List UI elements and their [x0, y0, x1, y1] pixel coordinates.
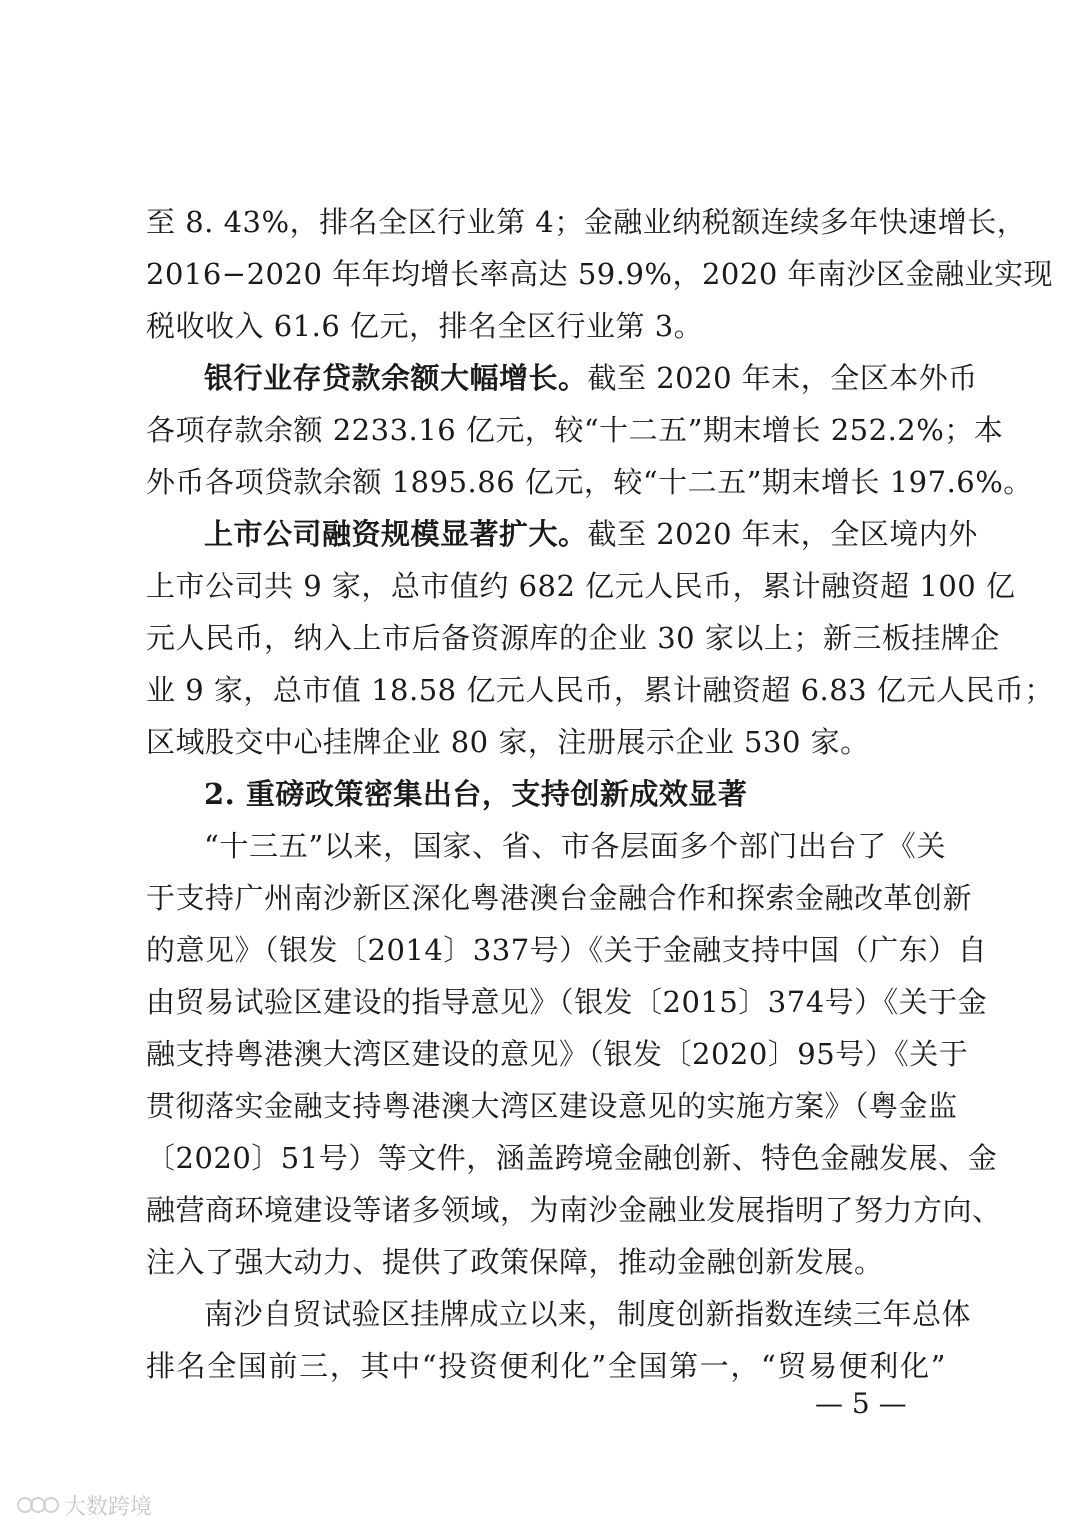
page-number: — 5 — — [815, 1387, 907, 1420]
watermark-text: 大数跨境 — [64, 1494, 153, 1520]
body-line: 的意见》（银发〔2014〕337号）《关于金融支持中国（广东）自 — [146, 933, 988, 967]
paragraph-bank-first-line: 银行业存贷款余额大幅增长。截至 2020 年末，全区本外币 — [204, 361, 978, 395]
body-line: 于支持广州南沙新区深化粤港澳台金融合作和探索金融改革创新 — [146, 881, 973, 915]
body-line: 至 8. 43%，排名全区行业第 4；金融业纳税额连续多年快速增长， — [146, 205, 1027, 239]
paragraph-heading: 上市公司融资规模显著扩大。 — [204, 517, 588, 551]
body-line: 〔2020〕51号）等文件，涵盖跨境金融创新、特色金融发展、金 — [146, 1141, 998, 1175]
paragraph-heading: 银行业存贷款余额大幅增长。 — [204, 361, 588, 395]
body-line: 南沙自贸试验区挂牌成立以来，制度创新指数连续三年总体 — [204, 1297, 972, 1331]
body-line: 各项存款余额 2233.16 亿元，较“十二五”期末增长 252.2%；本 — [146, 413, 1004, 447]
section-heading: 2. 重磅政策密集出台，支持创新成效显著 — [204, 777, 748, 811]
body-line: 融支持粤港澳大湾区建设的意见》（银发〔2020〕95号）《关于 — [146, 1037, 969, 1071]
body-line: 2016−2020 年年均增长率高达 59.9%，2020 年南沙区金融业实现 — [146, 257, 1053, 291]
body-line: “十三五”以来，国家、省、市各层面多个部门出台了《关 — [204, 829, 946, 863]
dashuju-logo-icon — [16, 1491, 60, 1519]
body-line: 元人民币，纳入上市后备资源库的企业 30 家以上；新三板挂牌企 — [146, 621, 1000, 655]
body-line: 业 9 家，总市值 18.58 亿元人民币，累计融资超 6.83 亿元人民币； — [146, 673, 1054, 707]
body-line: 由贸易试验区建设的指导意见》（银发〔2015〕374号）《关于金 — [146, 985, 988, 1019]
watermark — [16, 1490, 152, 1520]
body-line: 外币各项贷款余额 1895.86 亿元，较“十二五”期末增长 197.6%。 — [146, 465, 1033, 499]
body-line: 排名全国前三，其中“投资便利化”全国第一，“贸易便利化” — [146, 1349, 946, 1383]
body-line: 区域股交中心挂牌企业 80 家，注册展示企业 530 家。 — [146, 725, 870, 759]
body-line: 注入了强大动力、提供了政策保障，推动金融创新发展。 — [146, 1245, 884, 1279]
body-line: 融营商环境建设等诸多领域，为南沙金融业发展指明了努力方向、 — [146, 1193, 1002, 1227]
body-line: 贯彻落实金融支持粤港澳大湾区建设意见的实施方案》（粤金监 — [146, 1089, 958, 1123]
paragraph-listed-first-line: 上市公司融资规模显著扩大。截至 2020 年末，全区境内外 — [204, 517, 978, 551]
body-line: 税收收入 61.6 亿元，排名全区行业第 3。 — [146, 309, 704, 343]
body-line: 上市公司共 9 家，总市值约 682 亿元人民币，累计融资超 100 亿 — [146, 569, 1016, 603]
